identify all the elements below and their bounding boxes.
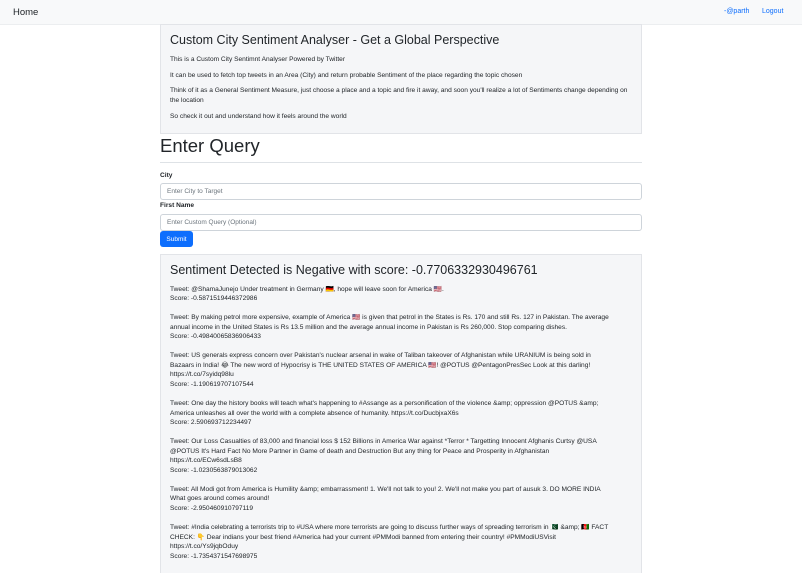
tweet-text: CHECK: 👇 Dear indians your best friend #America had your current #PMModi banned from entering their country! #PMModiUSVisit	[170, 533, 556, 541]
sentiment-title: Sentiment Detected is Negative with score: -0.7706332930496761	[170, 263, 538, 277]
logout-link[interactable]: Logout	[762, 8, 784, 15]
tweet-score: Score: -0.49840065836906433	[170, 333, 261, 341]
intro-paragraph: It can be used to fetch top tweets in an Area (City) and return probable Sentiment of the place regarding the topic chosen	[170, 71, 523, 79]
tweet-item	[170, 437, 632, 475]
intro-title: Custom City Sentiment Analyser - Get a Global Perspective	[170, 33, 500, 47]
tweet-text: Tweet: One day the history books will teach what's happening to #Assange as a personification of the violence &amp; oppression @POTUS &amp;	[170, 400, 599, 408]
results-panel	[160, 254, 642, 573]
tweet-item	[170, 523, 632, 561]
tweet-score: Score: -2.950460910797119	[170, 504, 254, 512]
tweet-score: Score: -1.190619707107544	[170, 381, 254, 388]
tweet-text: https://t.co/7syidq98lu	[170, 371, 234, 379]
tweet-text: @POTUS It's Hard Fact No More Partner in Game of death and Destruction But any thing for Peace and Prosperity in Afghanistan	[170, 447, 550, 455]
home-link[interactable]: Home	[13, 7, 39, 18]
tweet-item	[170, 351, 632, 389]
intro-paragraph: So check it out and understand how it feels around the world	[170, 113, 347, 121]
tweet-text: Tweet: @ShamaJunejo Under treatment in Germany 🇩🇪, hope will leave soon for America 🇺🇸.	[170, 285, 444, 293]
city-input[interactable]	[160, 183, 642, 200]
tweet-item	[170, 399, 632, 428]
divider	[160, 162, 642, 163]
query-label: First Name	[160, 202, 195, 209]
tweet-text: Tweet: #India celebrating a terrorists trip to #USA where more terrorists are going to discuss further ways of spreading terrorism in 🇵🇰 &amp; 🇦🇫 FACT	[170, 524, 609, 532]
navbar	[0, 0, 802, 25]
user-link[interactable]: -@parth	[724, 8, 750, 15]
tweet-item	[170, 313, 632, 342]
tweet-text: annual income in the United States is Rs 13.5 million and the average annual income in Pakistan is Rs 260,000. Stop comparing dishes.	[170, 323, 567, 331]
intro-paragraph: This is a Custom City Sentimnt Analyser Powered by Twitter	[170, 55, 346, 63]
tweet-text: Bazaars in India! 😂 The new word of Hypocrisy is THE UNITED STATES OF AMERICA 🇺🇸! @POTUS @PentagonPresSec Look at this darling!	[170, 361, 591, 369]
tweet-text: Tweet: By making petrol more expensive, example of America 🇺🇸 is given that petrol in the States is Rs. 170 and still Rs. 127 in Pakistan. The average	[170, 314, 609, 322]
tweet-text: Tweet: US generals express concern over Pakistan's nuclear arsenal in wake of Taliban takeover of Afghanistan while URANIUM is being sold in	[170, 352, 591, 360]
tweet-score: Score: 2.590693712234497	[170, 419, 252, 427]
tweet-text: Tweet: All Modi got from America is Humility &amp; embarrassment! 1. We'll not talk to you! 2. We'll not make you part of ausuk 3. DO MORE INDIA	[170, 485, 601, 493]
tweet-score: Score: -0.5871519446372986	[170, 295, 258, 303]
tweet-text: Tweet: Our Loss Casualties of 83,000 and financial loss $ 152 Billions in America War against *Terror * Targetting Innocent Afghanis Curtsy @USA	[170, 438, 597, 446]
tweet-text: America unleashes all over the world with a complete absence of humanity. https://t.co/DucbjxaX6s	[170, 409, 459, 417]
tweet-text: https://t.co/ECw6sdLsB8	[170, 457, 242, 465]
submit-button[interactable]: Submit	[160, 231, 193, 247]
query-input[interactable]	[160, 214, 642, 231]
tweet-text: What goes around comes around!	[170, 495, 270, 503]
intro-panel	[160, 24, 642, 134]
query-heading: Enter Query	[160, 135, 260, 156]
tweet-text: https://t.co/Ys9jqbOduy	[170, 543, 239, 551]
tweet-item	[170, 485, 632, 514]
tweet-item	[170, 285, 632, 304]
tweet-score: Score: -1.7354371547698975	[170, 552, 258, 560]
tweet-score: Score: -1.0230563879013062	[170, 466, 258, 474]
intro-paragraph: Think of it as a General Sentiment Measure, just choose a place and a topic and fire it away, and soon you'll realize a lot of Sentiments change depending on the location	[170, 87, 628, 105]
city-label: City	[160, 172, 173, 179]
